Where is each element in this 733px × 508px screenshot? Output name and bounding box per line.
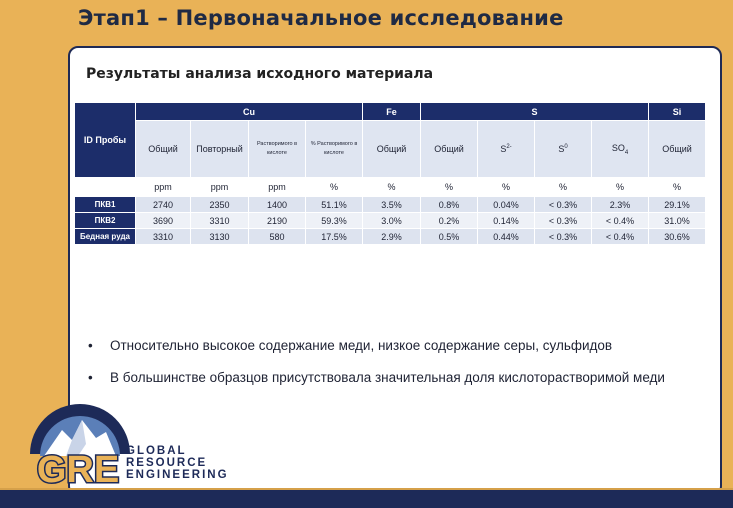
table-cell: < 0.4% (592, 229, 648, 244)
unit-cell: % (535, 178, 591, 196)
row-label: Бедная руда (75, 229, 135, 244)
table-cell: 2350 (191, 197, 248, 212)
column-header: $S^0$ (535, 121, 591, 177)
table-cell: 3130 (191, 229, 248, 244)
bullet-dot: • (88, 370, 93, 385)
table-cell: 2.9% (363, 229, 420, 244)
logo-mark: GRE (36, 449, 120, 490)
column-header: $SO_4$ (592, 121, 648, 177)
bullet-dot: • (88, 338, 93, 353)
table-cell: 0.5% (421, 229, 477, 244)
table-cell: < 0.3% (535, 213, 591, 228)
bullet-item (86, 338, 686, 354)
table-cell: 0.8% (421, 197, 477, 212)
table-cell: 0.44% (478, 229, 534, 244)
table-cell: 51.1% (306, 197, 362, 212)
unit-cell: ppm (191, 178, 248, 196)
table-cell: 0.04% (478, 197, 534, 212)
logo-word: ENGINEERING (126, 469, 229, 481)
unit-cell: ppm (249, 178, 305, 196)
column-header: Общий (421, 121, 477, 177)
bullet-text: Относительно высокое содержание меди, низкое содержание серы, сульфидов (110, 338, 613, 353)
column-header: % Растворимого в кислоте (306, 121, 362, 177)
column-header: Общий (363, 121, 420, 177)
row-label: ПКВ2 (75, 213, 135, 228)
unit-cell: % (649, 178, 705, 196)
column-header: Растворимого в кислоте (249, 121, 305, 177)
table-cell: 3.5% (363, 197, 420, 212)
unit-spacer (75, 178, 135, 196)
bullet-list (86, 338, 686, 402)
table-row (75, 213, 705, 228)
table-cell: 0.14% (478, 213, 534, 228)
table-cell: 1400 (249, 197, 305, 212)
column-header: Общий (649, 121, 705, 177)
table-cell: 17.5% (306, 229, 362, 244)
id-header: ID Пробы (75, 103, 135, 177)
table-subtitle: Результаты анализа исходного материала (86, 66, 434, 82)
group-cu: Cu (136, 103, 362, 120)
table-cell: 29.1% (649, 197, 705, 212)
slide-title: Этап1 – Первоначальное исследование (78, 6, 564, 30)
column-header: Общий (136, 121, 190, 177)
results-table (74, 102, 706, 245)
table-row (75, 229, 705, 244)
table-cell: 3690 (136, 213, 190, 228)
logo-word: RESOURCE (126, 457, 208, 469)
logo-wordmark (126, 445, 229, 481)
logo-word: GLOBAL (126, 445, 187, 457)
unit-cell: % (478, 178, 534, 196)
group-si: Si (649, 103, 705, 120)
unit-cell: % (306, 178, 362, 196)
table-cell: 2.3% (592, 197, 648, 212)
group-fe: Fe (363, 103, 420, 120)
unit-cell: % (592, 178, 648, 196)
table-cell: < 0.3% (535, 229, 591, 244)
table-row (75, 197, 705, 212)
unit-cell: ppm (136, 178, 190, 196)
column-header: $S^{2-}$ (478, 121, 534, 177)
row-label: ПКВ1 (75, 197, 135, 212)
table-cell: 31.0% (649, 213, 705, 228)
unit-cell: % (363, 178, 420, 196)
footer-bar (0, 490, 733, 508)
table-cell: 3.0% (363, 213, 420, 228)
table-cell: < 0.3% (535, 197, 591, 212)
column-header: Повторный (191, 121, 248, 177)
bullet-text: В большинстве образцов присутствовала значительная доля кислоторастворимой меди (110, 370, 665, 385)
table-cell: 30.6% (649, 229, 705, 244)
table-cell: < 0.4% (592, 213, 648, 228)
bullet-item (86, 370, 686, 386)
table-cell: 2740 (136, 197, 190, 212)
table-cell: 2190 (249, 213, 305, 228)
table-cell: 3310 (136, 229, 190, 244)
table-cell: 580 (249, 229, 305, 244)
table-cell: 59.3% (306, 213, 362, 228)
unit-cell: % (421, 178, 477, 196)
group-s: S (421, 103, 648, 120)
table-cell: 0.2% (421, 213, 477, 228)
table-cell: 3310 (191, 213, 248, 228)
